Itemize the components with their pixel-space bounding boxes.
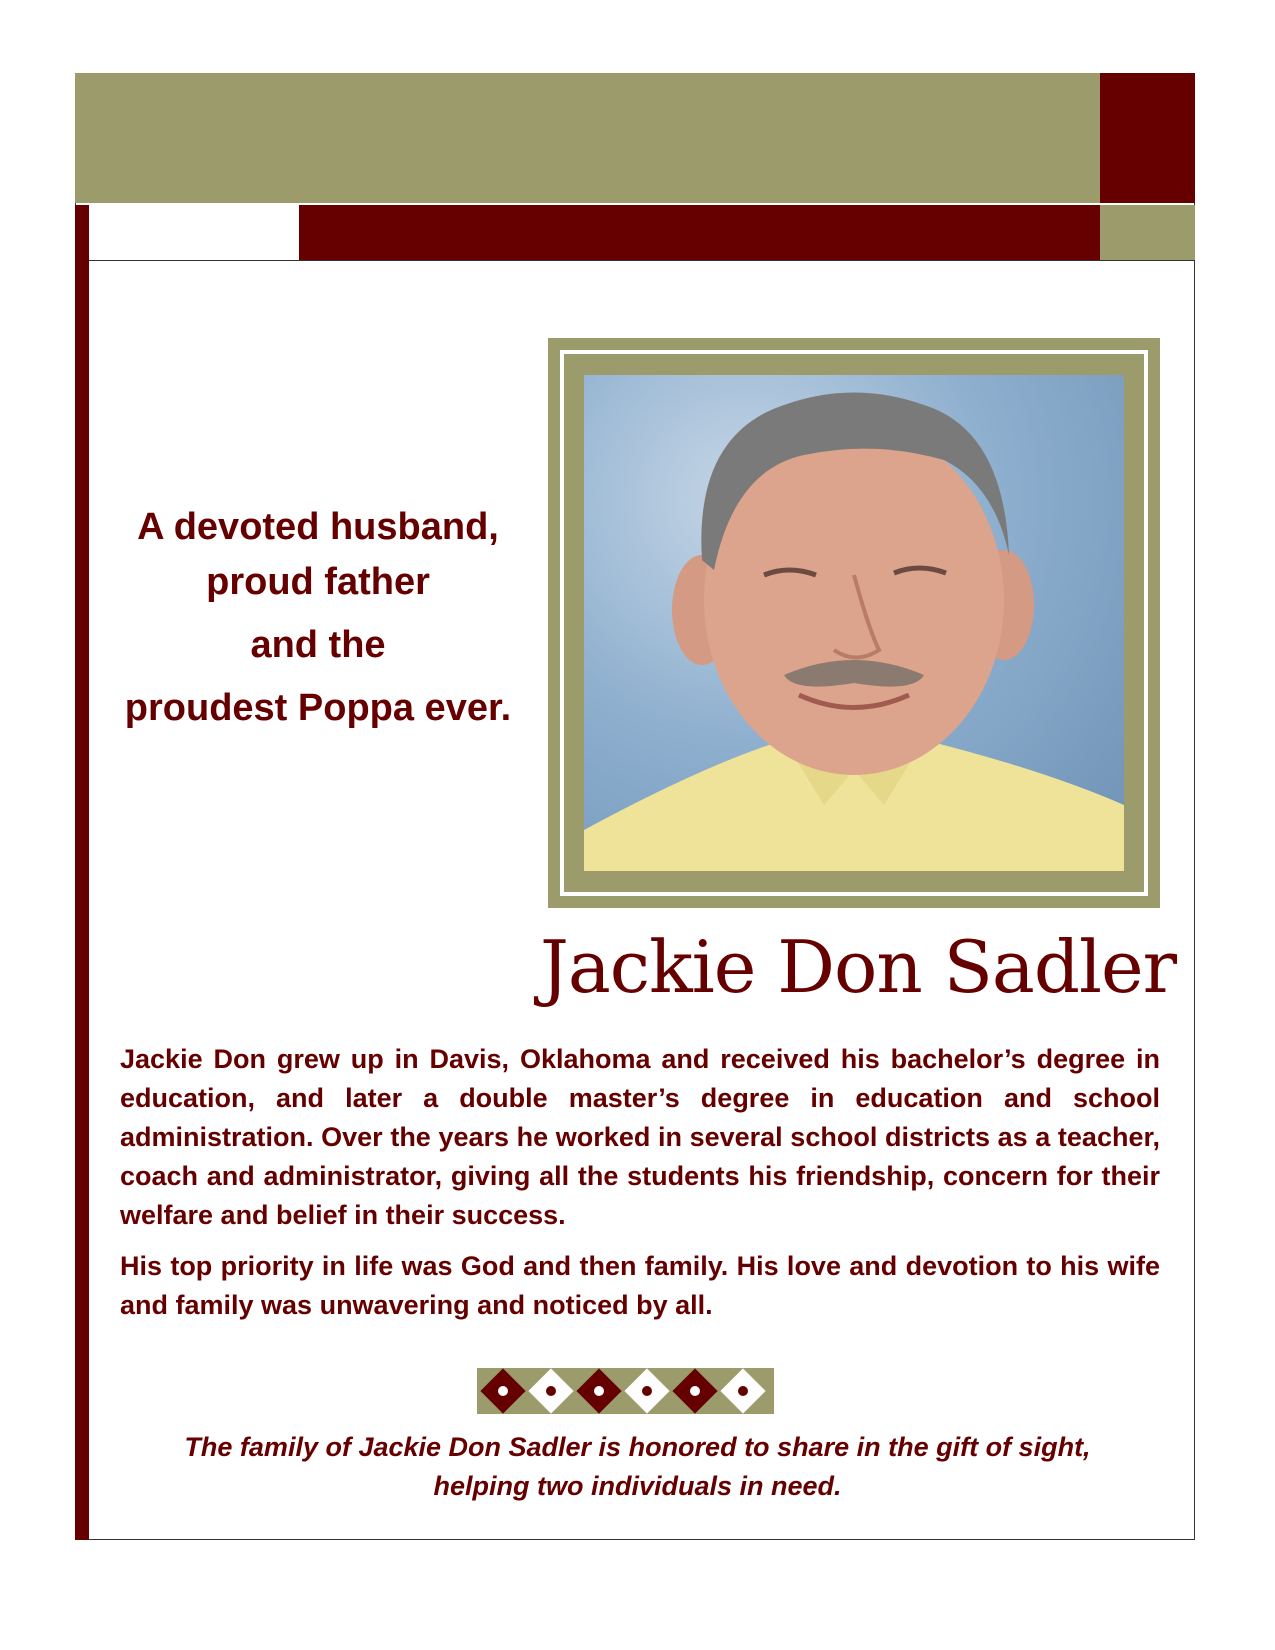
tagline-line-2: proud father — [206, 561, 430, 604]
portrait-photo — [584, 375, 1124, 871]
biography — [120, 1040, 1160, 1337]
header-maroon-bar — [299, 205, 1100, 260]
portrait-illustration — [584, 375, 1124, 871]
header-maroon-corner — [1100, 73, 1195, 203]
closing-statement — [110, 1428, 1165, 1506]
diamond-icon — [672, 1368, 717, 1413]
header-olive-band — [75, 73, 1100, 203]
header-divider-line — [89, 260, 1195, 261]
tagline-line-1: A devoted husband, — [137, 506, 499, 548]
memorial-name: Jackie Don Sadler — [540, 925, 1176, 1009]
tagline — [98, 500, 538, 736]
tagline-line-3: and the — [250, 624, 386, 667]
left-maroon-stripe — [75, 205, 89, 1540]
diamond-icon — [624, 1368, 669, 1413]
diamond-icon — [480, 1368, 525, 1413]
tagline-line-4: proudest Poppa ever. — [124, 687, 512, 730]
bio-paragraph-1: Jackie Don grew up in Davis, Oklahoma and received his bachelor’s degree in education, and later a double master’s degree in education and school administration. Over the years he worked in several school districts as a teacher, coach and administrator, giving all the students his friendship, concern for their welfare and belief in their success. — [120, 1044, 1160, 1230]
bio-paragraph-2: His top priority in life was God and then family. His love and devotion to his wife and family was unwavering and noticed by all. — [120, 1251, 1160, 1320]
diamond-icon — [528, 1368, 573, 1413]
diamond-icon — [576, 1368, 621, 1413]
header-olive-corner — [1100, 205, 1195, 260]
closing-line-1: The family of Jackie Don Sadler is honored to share in the gift of sight, — [184, 1432, 1091, 1462]
diamond-icon — [720, 1368, 765, 1413]
portrait-frame — [548, 338, 1160, 908]
closing-line-2: helping two individuals in need. — [433, 1471, 842, 1501]
diamond-ornament — [477, 1368, 774, 1414]
